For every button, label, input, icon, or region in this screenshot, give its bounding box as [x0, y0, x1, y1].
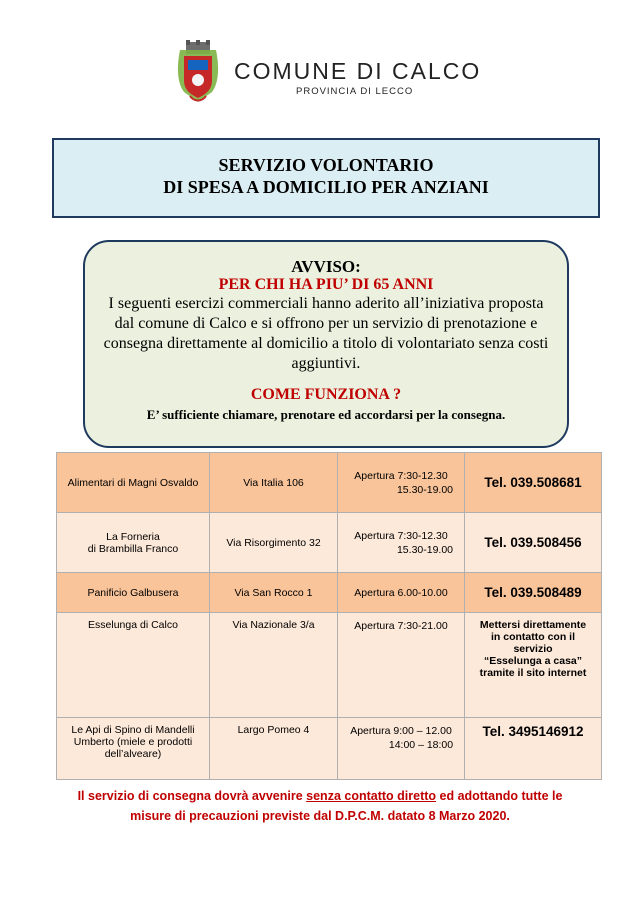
shop-phone: Tel. 039.508456	[465, 513, 602, 573]
hours-line2: 14:00 – 18:00	[388, 739, 454, 751]
table-row	[57, 613, 602, 718]
notice-heading: AVVISO:	[291, 257, 361, 276]
hours-line1: Apertura 7:30-21.00	[354, 620, 448, 632]
contact-note-line: Mettersi direttamente	[479, 619, 587, 631]
table-row	[57, 718, 602, 780]
shop-name	[57, 513, 210, 573]
how-it-works-title: COME FUNZIONA ?	[250, 386, 402, 403]
shop-phone: Tel. 039.508681	[465, 453, 602, 513]
shop-hours	[338, 453, 465, 513]
service-title-line1: SERVIZIO VOLONTARIO	[218, 155, 434, 175]
how-it-works-text: E’ sufficiente chiamare, prenotare ed accordarsi per la consegna.	[146, 407, 506, 422]
service-title-banner	[52, 138, 600, 218]
footer-underlined-text: senza contatto diretto	[306, 789, 437, 803]
shop-name-line: Umberto (miele e prodotti	[73, 736, 193, 748]
shop-name-line: dell’alveare)	[104, 748, 162, 760]
shops-table	[56, 452, 602, 780]
hours-line1: Apertura 7:30-12.30	[354, 469, 448, 482]
shop-phone: Tel. 039.508489	[465, 573, 602, 613]
letterhead	[172, 40, 502, 110]
shop-name-line2: di Brambilla Franco	[87, 542, 179, 555]
hours-line1: Apertura 7:30-12.30	[354, 529, 448, 542]
footer-line1	[40, 786, 600, 806]
shop-phone: Tel. 3495146912	[465, 718, 602, 780]
provincia-label: PROVINCIA DI LECCO	[296, 86, 414, 97]
contact-note-line: tramite il sito internet	[479, 667, 587, 679]
shop-address: Via San Rocco 1	[210, 573, 338, 613]
shop-address: Via Risorgimento 32	[210, 513, 338, 573]
table-row	[57, 513, 602, 573]
notice-target: PER CHI HA PIU’ DI 65 ANNI	[218, 276, 434, 293]
hours-line2: 15.30-19.00	[396, 543, 454, 556]
shop-hours	[338, 513, 465, 573]
shop-contact-note	[465, 613, 602, 718]
footer-line2: misure di precauzioni previste dal D.P.C.M. datato 8 Marzo 2020.	[130, 809, 510, 823]
notice-body: I seguenti esercizi commerciali hanno aderito all’iniziativa proposta dal comune di Calco e si offrono per un servizio di prenotazione e consegna direttamente al domicilio a titolo di volontariato senza costi aggiuntivi.	[103, 295, 549, 372]
shop-hours	[338, 613, 465, 718]
hours-line1: Apertura 6.00-10.00	[354, 586, 448, 599]
footer-text: ed adottando tutte le	[436, 789, 563, 803]
shop-address: Largo Pomeo 4	[210, 718, 338, 780]
hours-line1: Apertura 9:00 – 12.00	[350, 725, 452, 737]
shop-address: Via Italia 106	[210, 453, 338, 513]
hours-line2: 15.30-19.00	[396, 483, 454, 496]
shop-name: Alimentari di Magni Osvaldo	[57, 453, 210, 513]
shop-name	[57, 718, 210, 780]
shop-hours	[338, 718, 465, 780]
contact-note-line: “Esselunga a casa”	[483, 655, 583, 667]
footer-text: Il servizio di consegna dovrà avvenire	[77, 789, 307, 803]
comune-name: COMUNE DI CALCO	[234, 58, 482, 84]
shop-address: Via Nazionale 3/a	[210, 613, 338, 718]
contact-note-line: servizio	[513, 643, 553, 655]
delivery-notice-footer	[40, 786, 600, 826]
service-title-line2: DI SPESA A DOMICILIO PER ANZIANI	[163, 177, 489, 197]
shop-name-line1: La Forneria	[106, 530, 160, 543]
notice-box	[83, 240, 569, 448]
contact-note-line: in contatto con il	[491, 631, 575, 643]
shop-name-line: Le Api di Spino di Mandelli	[71, 724, 195, 736]
table-row	[57, 573, 602, 613]
table-row	[57, 453, 602, 513]
coat-of-arms-icon	[176, 40, 220, 106]
shop-name: Panificio Galbusera	[57, 573, 210, 613]
shop-hours	[338, 573, 465, 613]
shop-name: Esselunga di Calco	[57, 613, 210, 718]
